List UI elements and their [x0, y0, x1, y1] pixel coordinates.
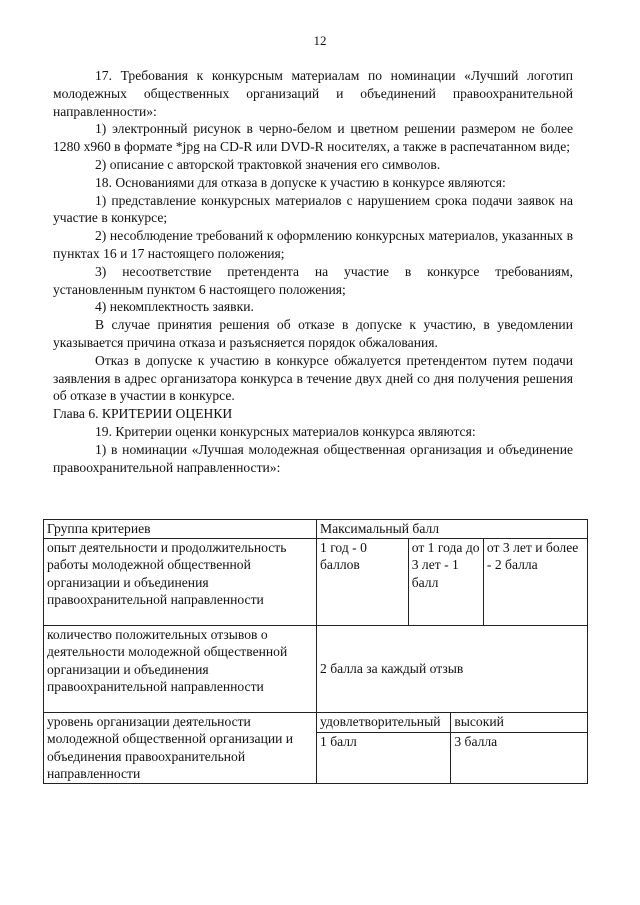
chapter-title: Глава 6. КРИТЕРИИ ОЦЕНКИ — [53, 406, 233, 422]
table-row — [44, 625, 588, 712]
header-criteria-group: Группа критериев — [44, 520, 317, 539]
paragraph-18: 18. Основаниями для отказа в допуске к участию в конкурсе являются: — [95, 174, 506, 190]
paragraph-17-item-2: 2) описание с авторской трактовкой значения его символов. — [95, 156, 441, 172]
page-number: 12 — [313, 33, 327, 48]
score-1-to-3-years: от 1 года до 3 лет - 1 балл — [408, 538, 483, 625]
level-high-score: 3 балла — [451, 732, 588, 783]
paragraph-18-item-3: 3) несоответствие претендента на участие в конкурсе требованиям, установленным пунктом 6 настоящего положения; — [53, 263, 573, 297]
criterion-organization-level: уровень организации деятельности молодежной общественной организации и объединения правоохранительной направленности — [44, 712, 317, 783]
header-max-score: Максимальный балл — [317, 520, 588, 539]
criterion-experience: опыт деятельности и продолжительность работы молодежной общественной организации и объединения правоохранительной направленности — [44, 538, 317, 625]
level-satisfactory-label: удовлетворительный — [317, 712, 451, 732]
paragraph-refusal-notice: В случае принятия решения об отказе в допуске к участию, в уведомлении указывается причина отказа и разъясняется порядок обжалования. — [53, 317, 573, 350]
paragraph-18-item-4: 4) некомплектность заявки. — [95, 299, 254, 315]
criteria-table — [43, 519, 588, 784]
table-row — [44, 712, 588, 732]
paragraph-18-item-1: 1) представление конкурсных материалов с нарушением срока подачи заявок на участие в конкурсе; — [53, 192, 573, 226]
table-header-row — [44, 520, 588, 539]
paragraph-18-item-2: 2) несоблюдение требований к оформлению конкурсных материалов, указанных в пунктах 16 и 17 настоящего положения; — [53, 228, 573, 261]
score-1-year: 1 год - 0 баллов — [317, 538, 409, 625]
criterion-reviews: количество положительных отзывов о деятельности молодежной общественной организации и объединения правоохранительной направленности — [44, 625, 317, 712]
paragraph-19: 19. Критерии оценки конкурсных материалов конкурса являются: — [95, 423, 476, 439]
paragraph-17-item-1: 1) электронный рисунок в черно-белом и цветном решении размером не более 1280 х960 в формате *jpg на CD-R или DVD-R носителях, а также в распечатанном виде; — [53, 121, 573, 155]
score-per-review: 2 балла за каждый отзыв — [317, 625, 588, 712]
document-body — [53, 67, 573, 476]
paragraph-19-item-1: 1) в номинации «Лучшая молодежная общественная организация и объединение правоохранительной направленности»: — [53, 441, 573, 475]
score-3-plus-years: от 3 лет и более - 2 балла — [483, 538, 587, 625]
paragraph-appeal: Отказ в допуске к участию в конкурсе обжалуется претендентом путем подачи заявления в адрес организатора конкурса в течение двух дней со дня получения решения об отказе в участии в конкурсе. — [53, 352, 573, 404]
level-satisfactory-score: 1 балл — [317, 732, 451, 783]
table-row — [44, 538, 588, 625]
paragraph-17: 17. Требования к конкурсным материалам по номинации «Лучший логотип молодежных общественных организаций и объединений правоохранительной направленности»: — [53, 68, 573, 119]
level-high-label: высокий — [451, 712, 588, 732]
